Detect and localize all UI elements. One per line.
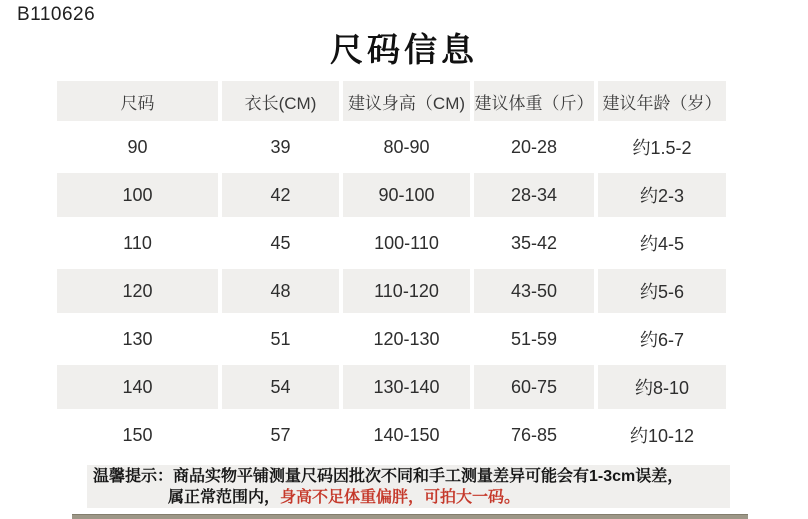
- table-cell: 57: [222, 413, 339, 457]
- table-cell: 110: [57, 221, 218, 265]
- tip-text: 属正常范围内，: [168, 489, 281, 506]
- next-section-edge: [72, 514, 748, 519]
- size-table: [53, 77, 730, 461]
- table-row: [57, 125, 726, 169]
- product-code: B110626: [17, 4, 96, 25]
- table-cell: 120-130: [343, 317, 470, 361]
- table-row: [57, 269, 726, 313]
- table-cell: 39: [222, 125, 339, 169]
- table-cell: 28-34: [474, 173, 594, 217]
- table-cell: 约6-7: [598, 317, 726, 361]
- table-cell: 42: [222, 173, 339, 217]
- header-suggested-age: 建议年龄（岁）: [598, 81, 726, 121]
- table-cell: 110-120: [343, 269, 470, 313]
- table-cell: 51-59: [474, 317, 594, 361]
- table-cell: 150: [57, 413, 218, 457]
- table-cell: 约5-6: [598, 269, 726, 313]
- tip-line-2: [87, 487, 730, 508]
- tip-text: 商品实物平铺测量尺码因批次不同和手工测量差异可能会有1-3cm误差，: [173, 468, 684, 485]
- table-cell: 130-140: [343, 365, 470, 409]
- table-cell: 100-110: [343, 221, 470, 265]
- table-cell: 140: [57, 365, 218, 409]
- table-row: [57, 221, 726, 265]
- table-cell: 100: [57, 173, 218, 217]
- table-cell: 90: [57, 125, 218, 169]
- table-cell: 43-50: [474, 269, 594, 313]
- page-title: 尺码信息: [330, 33, 478, 69]
- table-cell: 20-28: [474, 125, 594, 169]
- tip-label: 温馨提示：: [93, 468, 174, 485]
- table-cell: 45: [222, 221, 339, 265]
- table-cell: 54: [222, 365, 339, 409]
- table-cell: 130: [57, 317, 218, 361]
- table-cell: 约4-5: [598, 221, 726, 265]
- table-row: [57, 173, 726, 217]
- header-garment-length: 衣长(CM): [222, 81, 339, 121]
- table-row: [57, 365, 726, 409]
- table-row: [57, 413, 726, 457]
- header-size: 尺码: [57, 81, 218, 121]
- table-cell: 60-75: [474, 365, 594, 409]
- table-cell: 约2-3: [598, 173, 726, 217]
- tip-line-1: [87, 466, 730, 487]
- table-cell: 约8-10: [598, 365, 726, 409]
- header-suggested-height: 建议身高（CM): [343, 81, 470, 121]
- table-header-row: [57, 81, 726, 121]
- table-cell: 80-90: [343, 125, 470, 169]
- tip-warning-red-text: 身高不足体重偏胖，可拍大一码。: [280, 489, 521, 506]
- table-cell: 48: [222, 269, 339, 313]
- table-row: [57, 317, 726, 361]
- table-cell: 51: [222, 317, 339, 361]
- table-cell: 90-100: [343, 173, 470, 217]
- header-suggested-weight: 建议体重（斤）: [474, 81, 594, 121]
- table-cell: 约10-12: [598, 413, 726, 457]
- tip-box: [87, 465, 730, 508]
- table-cell: 35-42: [474, 221, 594, 265]
- table-cell: 140-150: [343, 413, 470, 457]
- table-cell: 约1.5-2: [598, 125, 726, 169]
- table-cell: 120: [57, 269, 218, 313]
- table-cell: 76-85: [474, 413, 594, 457]
